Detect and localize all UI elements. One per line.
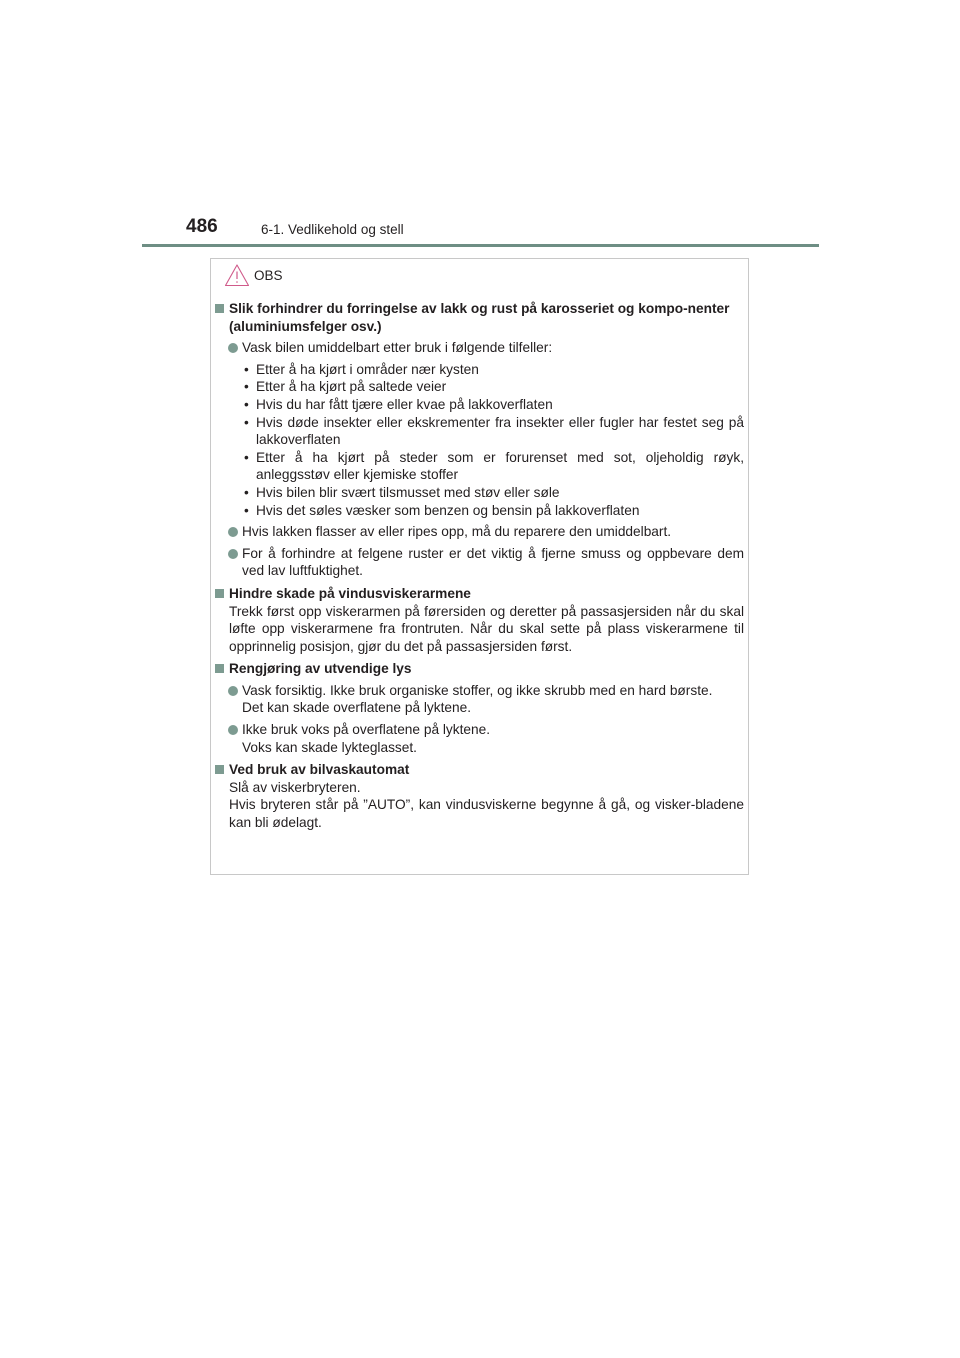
- bullet-text: Vask bilen umiddelbart etter bruk i følgende tilfeller:: [242, 340, 553, 356]
- notice-content: [214, 300, 744, 832]
- bullet-text: Voks kan skade lykteglasset.: [242, 739, 417, 755]
- sub-list: [214, 361, 744, 519]
- paragraph: Trekk først opp viskerarmen på førersiden og deretter på passasjersiden når du skal løfte opp viskerarmene fra frontruten. Når du skal sette på plass viskerarmene til opprinnelig posisjon, gjør du det på passasjersiden først.: [229, 603, 744, 654]
- sub-item: • Hvis det søles væsker som benzen og bensin på lakkoverflaten: [244, 502, 640, 518]
- heading-text: Ved bruk av bilvaskautomat: [229, 762, 410, 778]
- bullet-text: For å forhindre at felgene ruster er det viktig å fjerne smuss og oppbevare dem ved lav luftfuktighet.: [242, 545, 744, 579]
- notice-header: [224, 262, 283, 288]
- notice-label: OBS: [254, 267, 283, 283]
- heading-text: Hindre skade på vindusviskerarmene: [229, 585, 471, 601]
- section-heading: [214, 585, 744, 603]
- square-bullet-icon: [215, 765, 224, 774]
- round-bullet-icon: [228, 527, 238, 537]
- square-bullet-icon: [215, 589, 224, 598]
- sub-item: • Etter å ha kjørt på saltede veier: [244, 379, 447, 395]
- paragraph: Slå av viskerbryteren. Hvis bryteren står på ”AUTO”, kan vindusviskerne begynne å gå, og visker-bladene kan bli ødelagt.: [229, 779, 744, 831]
- round-bullet-icon: [228, 725, 238, 735]
- bullet-item: [214, 339, 744, 519]
- round-bullet-icon: [228, 686, 238, 696]
- heading-text: Rengjøring av utvendige lys: [229, 661, 412, 677]
- header-rule: [142, 244, 819, 247]
- sub-item: • Etter å ha kjørt på steder som er forurenset med sot, oljeholdig røyk, anleggsstøv eller kjemiske stoffer: [244, 449, 744, 483]
- sub-item: • Hvis døde insekter eller ekskrementer fra insekter eller fugler har festet seg på lakkoverflaten: [244, 414, 744, 448]
- section-heading: [214, 761, 744, 779]
- bullet-item: [214, 545, 744, 580]
- sub-item: • Hvis du har fått tjære eller kvae på lakkoverflaten: [244, 396, 553, 412]
- page-number: 486: [186, 216, 218, 237]
- bullet-item: [214, 523, 744, 541]
- bullet-text: Hvis lakken flasser av eller ripes opp, må du reparere den umiddelbart.: [242, 524, 672, 540]
- heading-text: Slik forhindrer du forringelse av lakk og rust på karosseriet og kompo-nenter (aluminiumsfelger osv.): [229, 301, 730, 334]
- round-bullet-icon: [228, 549, 238, 559]
- round-bullet-icon: [228, 343, 238, 353]
- square-bullet-icon: [215, 664, 224, 673]
- bullet-text: Ikke bruk voks på overflatene på lyktene.: [242, 722, 491, 738]
- bullet-text: Det kan skade overflatene på lyktene.: [242, 700, 472, 716]
- sub-item: • Etter å ha kjørt i områder nær kysten: [244, 361, 479, 377]
- section-title: 6-1. Vedlikehold og stell: [261, 222, 404, 237]
- section-heading: [214, 660, 744, 678]
- warning-triangle-icon: [224, 263, 250, 287]
- section-heading: [214, 300, 744, 335]
- square-bullet-icon: [215, 304, 224, 313]
- sub-item: • Hvis bilen blir svært tilsmusset med støv eller søle: [244, 484, 560, 500]
- bullet-item: [214, 682, 744, 717]
- bullet-text: Vask forsiktig. Ikke bruk organiske stoffer, og ikke skrubb med en hard børste.: [242, 682, 713, 698]
- bullet-item: [214, 721, 744, 756]
